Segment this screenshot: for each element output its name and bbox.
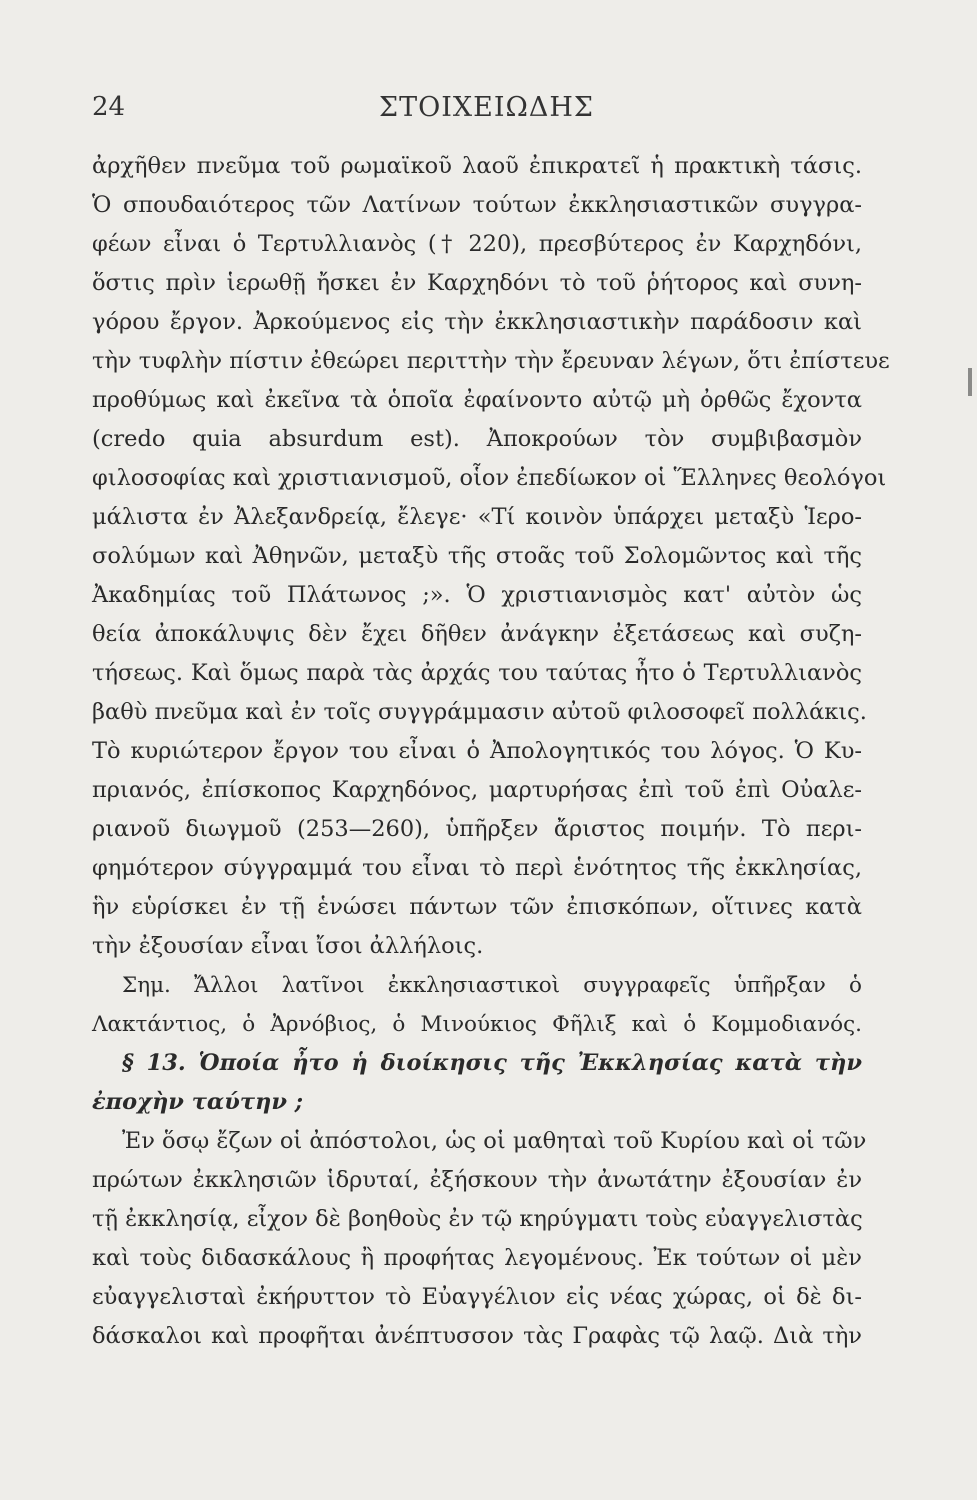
body-line: ἣν εὑρίσκει ἐν τῇ ἑνώσει πάντων τῶν ἐπισκόπων, οἵτινες κατὰ (92, 894, 862, 920)
body-line: ἀρχῆθεν πνεῦμα τοῦ ρωμαϊκοῦ λαοῦ ἐπικρατεῖ ἡ πρακτικὴ τάσις. (92, 153, 862, 179)
section-heading: ἐποχὴν ταύτην ; (92, 1089, 304, 1115)
body-line: φέων εἶναι ὁ Τερτυλλιανὸς († 220), πρεσβύτερος ἐν Καρχηδόνι, (92, 231, 862, 257)
body-line: βαθὺ πνεῦμα καὶ ἐν τοῖς συγγράμμασιν αὐτοῦ φιλοσοφεῖ πολλάκις. (92, 699, 867, 725)
body-line: φημότερον σύγγραμμά του εἶναι τὸ περὶ ἑνότητος τῆς ἐκκλησίας, (92, 855, 862, 881)
running-head (0, 92, 977, 132)
section-line: πρώτων ἐκκλησιῶν ἱδρυταί, ἐξήσκουν τὴν ἀνωτάτην ἐξουσίαν ἐν (92, 1167, 862, 1193)
note-line: Σημ. Ἄλλοι λατῖνοι ἐκκλησιαστικοὶ συγγραφεῖς ὑπῆρξαν ὁ (122, 973, 862, 998)
section-heading: § 13. Ὁποία ἦτο ἡ διοίκησις τῆς Ἐκκλησίας κατὰ τὴν (122, 1050, 862, 1076)
body-line: τὴν τυφλὴν πίστιν ἐθεώρει περιττὴν τὴν ἔρευναν λέγων, ὅτι ἐπίστευε (92, 348, 890, 374)
body-line: σολύμων καὶ Ἀθηνῶν, μεταξὺ τῆς στοᾶς τοῦ Σολομῶντος καὶ τῆς (92, 543, 862, 569)
body-line: προθύμως καὶ ἐκεῖνα τὰ ὁποῖα ἐφαίνοντο αὐτῷ μὴ ὀρθῶς ἔχοντα (92, 387, 862, 413)
body-line: ριανοῦ διωγμοῦ (253—260), ὑπῆρξεν ἄριστος ποιμήν. Τὸ περι- (92, 816, 862, 842)
section-line: τῇ ἐκκλησίᾳ, εἶχον δὲ βοηθοὺς ἐν τῷ κηρύγματι τοὺς εὐαγγελιστὰς (92, 1206, 863, 1232)
body-line: (credo quia absurdum est). Ἀποκρούων τὸν συμβιβασμὸν (92, 426, 862, 452)
body-line: Ἀκαδημίας τοῦ Πλάτωνος ;». Ὁ χριστιανισμὸς κατ' αὐτὸν ὡς (92, 582, 862, 608)
page-edge-mark (968, 368, 972, 396)
section-line: καὶ τοὺς διδασκάλους ἢ προφήτας λεγομένους. Ἐκ τούτων οἱ μὲν (92, 1245, 862, 1271)
page-number: 24 (92, 92, 126, 122)
section-line: εὐαγγελισταὶ ἐκήρυττον τὸ Εὐαγγέλιον εἰς νέας χώρας, οἱ δὲ δι- (92, 1284, 862, 1310)
body-line: τήσεως. Καὶ ὅμως παρὰ τὰς ἀρχάς του ταύτας ἦτο ὁ Τερτυλλιανὸς (92, 660, 862, 686)
section-line: δάσκαλοι καὶ προφῆται ἀνέπτυσσον τὰς Γραφὰς τῷ λαῷ. Διὰ τὴν (92, 1323, 862, 1349)
section-line: Ἐν ὅσῳ ἔζων οἱ ἀπόστολοι, ὡς οἱ μαθηταὶ τοῦ Κυρίου καὶ οἱ τῶν (122, 1128, 867, 1154)
page-text (92, 147, 890, 1356)
body-line: Τὸ κυριώτερον ἔργον του εἶναι ὁ Ἀπολογητικός του λόγος. Ὁ Κυ- (92, 738, 862, 764)
running-head-title: ΣΤΟΙΧΕΙΩΔΗΣ (379, 92, 595, 123)
body-line: Ὁ σπουδαιότερος τῶν Λατίνων τούτων ἐκκλησιαστικῶν συγγρα- (92, 192, 862, 218)
body-line: μάλιστα ἐν Ἀλεξανδρείᾳ, ἔλεγε· «Τί κοινὸν ὑπάρχει μεταξὺ Ἱερο- (92, 504, 862, 530)
body-line: φιλοσοφίας καὶ χριστιανισμοῦ, οἷον ἐπεδίωκον οἱ Ἕλληνες θεολόγοι (92, 465, 887, 491)
note-line: Λακτάντιος, ὁ Ἀρνόβιος, ὁ Μινούκιος Φῆλιξ καὶ ὁ Κομμοδιανός. (92, 1012, 862, 1037)
body-line: γόρου ἔργον. Ἀρκούμενος εἰς τὴν ἐκκλησιαστικὴν παράδοσιν καὶ (92, 309, 862, 335)
body-line: ὅστις πρὶν ἱερωθῇ ἤσκει ἐν Καρχηδόνι τὸ τοῦ ῥήτορος καὶ συνη- (92, 270, 862, 296)
body-line: τὴν ἐξουσίαν εἶναι ἴσοι ἀλλήλοις. (92, 933, 484, 959)
body-line: πριανός, ἐπίσκοπος Καρχηδόνος, μαρτυρήσας ἐπὶ τοῦ ἐπὶ Οὐαλε- (92, 777, 862, 803)
body-line: θεία ἀποκάλυψις δὲν ἔχει δῆθεν ἀνάγκην ἐξετάσεως καὶ συζη- (92, 621, 862, 647)
